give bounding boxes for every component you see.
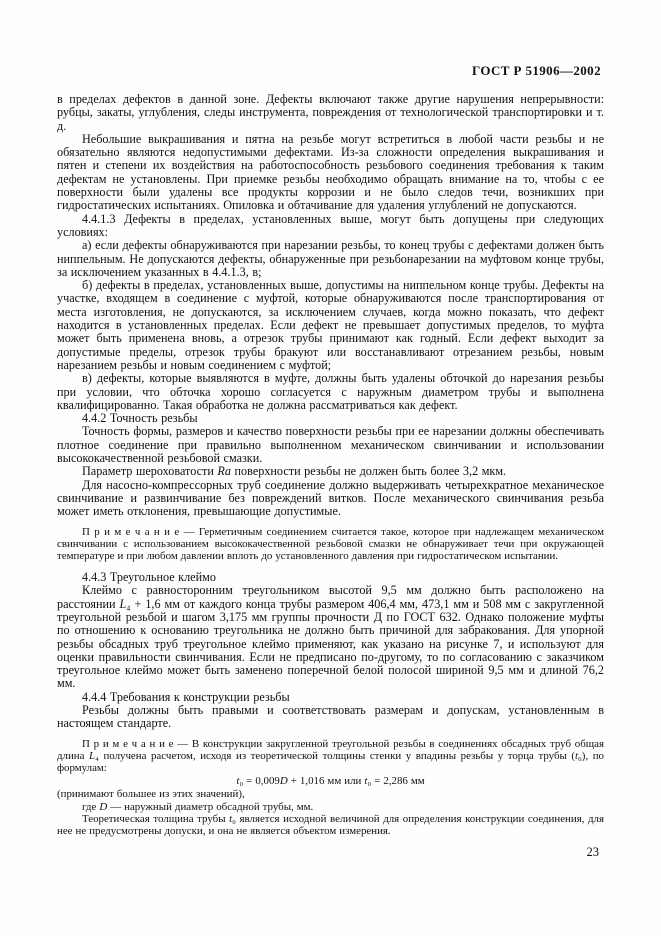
formula: t₀ = 0,009D + 1,016 мм или t₀ = 2,286 мм: [236, 775, 425, 788]
paragraph: в пределах дефектов в данной зоне. Дефекты включают также другие нарушения непрерывности: рубцы, закаты, углубления, следы инструмента, повреждения от технологической транспортировки и т. д.: [57, 92, 604, 133]
document-number-header: ГОСТ Р 51906—2002: [471, 63, 601, 78]
paragraph: Небольшие выкрашивания и пятна на резьбе могут встретиться в любой части резьбы и не обязательно являются недопустимыми дефектами. Из-за сложности определения выкрашивания и пятен и степени их воздействия на работоспособность резьбового соединения требования к таким дефектам не установлены. При приемке резьбы необходимо обращать внимание на то, чтобы с ее поверхности были удалены все продукты коррозии и не было следов течи, возникших при гидростатических испытаниях. Опиловка и обтачивание для удаления углублений не допускаются.: [57, 131, 604, 213]
paragraph: а) если дефекты обнаруживаются при нарезании резьбы, то конец трубы с дефектами должен быть ниппельным. Не допускаются дефекты, обнаруженные при резьбонарезании на муфтовом конце трубы, за исключением указанных в 4.4.1.3, в;: [57, 238, 604, 279]
paragraph: Параметр шероховатости Ra поверхности резьбы не должен быть более 3,2 мкм.: [82, 464, 507, 479]
note-paragraph: П р и м е ч а н и е — В конструкции закругленной треугольной резьбы в соединениях обсадных труб общая длина L₄ получена расчетом, исходя из теоретической толщины стенки у впадины резьбы у торца трубы (t₀), по формулам:: [57, 737, 604, 775]
note-paragraph: где D — наружный диаметр обсадной трубы, мм.: [82, 800, 314, 813]
paragraph: Для насосно-компрессорных труб соединение должно выдерживать четырехкратное механическое свинчивание и развинчивание без повреждений витков. После механического свинчивания резьба может иметь отклонения, превышающие допустимые.: [57, 477, 604, 519]
paragraph: 4.4.1.3 Дефекты в пределах, установленных выше, могут быть допущены при следующих условиях:: [57, 211, 604, 239]
section-heading: 4.4.2 Точность резьбы: [82, 411, 198, 426]
paragraph: б) дефекты в пределах, установленных выше, допустимы на ниппельном конце трубы. Дефекты на участке, входящем в соединение с муфтой, которые обнаруживаются после транспортирования от места изготовления, не допускаются, за исключением случаев, когда можно показать, что дефект находится в установленных пределах. Если дефект не превышает допустимых пределов, то муфта может быть применена вновь, а отрезок трубы принимают как годный. Если дефект выходит за допустимые пределы, отрезок трубы бракуют или восстанавливают отрезанием резьбы, новым нарезанием резьбы и новым соединением с муфтой;: [57, 278, 604, 372]
paragraph: Резьбы должны быть правыми и соответствовать размерам и допускам, установленным в настоящем стандарте.: [57, 703, 604, 731]
section-heading: 4.4.4 Требования к конструкции резьбы: [82, 689, 290, 704]
note-paragraph: (принимают большее из этих значений),: [57, 788, 245, 801]
paragraph: в) дефекты, которые выявляются в муфте, должны быть удалены обточкой до нарезания резьбы при условии, что обточка хорошо согласуется с наружным диаметром трубы и выполнена квалифицированно. Такая обработка не должна рассматриваться как дефект.: [57, 371, 604, 412]
paragraph: Точность формы, размеров и качество поверхности резьбы при ее нарезании должны обеспечивать плотное соединение при правильно выполненном механическом свинчивании и использовании высококачественной резьбовой смазки.: [57, 424, 604, 466]
note-paragraph: Теоретическая толщина трубы t₀ является исходной величиной для определения конструкции соединения, для нее не предусмотрены допуски, и она не является объектом измерения.: [57, 812, 605, 838]
paragraph: Клеймо с равносторонним треугольником высотой 9,5 мм должно быть расположено на расстоянии L₄ + 1,6 мм от каждого конца трубы размером 406,4 мм, 473,1 мм и 508 мм с закругленной треугольной резьбой и шагом 3,175 мм группы прочности Д по ГОСТ 632. Однако положение муфты по отношению к основанию треугольника не должно быть причиной для забракования. Для упорной резьбы обсадных труб треугольное клеймо применяют, как указано на рисунке 7, и используют для оценки правильности свинчивания. Если не предписано по-другому, то по согласованию с заказчиком треугольное клеймо может быть заменено поперечной белой полосой шириной 9,5 мм и длиной 76,2 мм.: [57, 583, 604, 691]
document-body: [57, 93, 604, 837]
note-paragraph: П р и м е ч а н и е — Герметичным соединением считается такое, которое при надлежащем механическом свинчивании с использованием высококачественной резьбовой смазки не обнаруживает течи при окружающей температуре и при любом давлении вплоть до установленного давления при гидростатическом испытании.: [57, 525, 604, 562]
section-heading: 4.4.3 Треугольное клеймо: [82, 570, 216, 585]
page-number: 23: [586, 845, 599, 859]
